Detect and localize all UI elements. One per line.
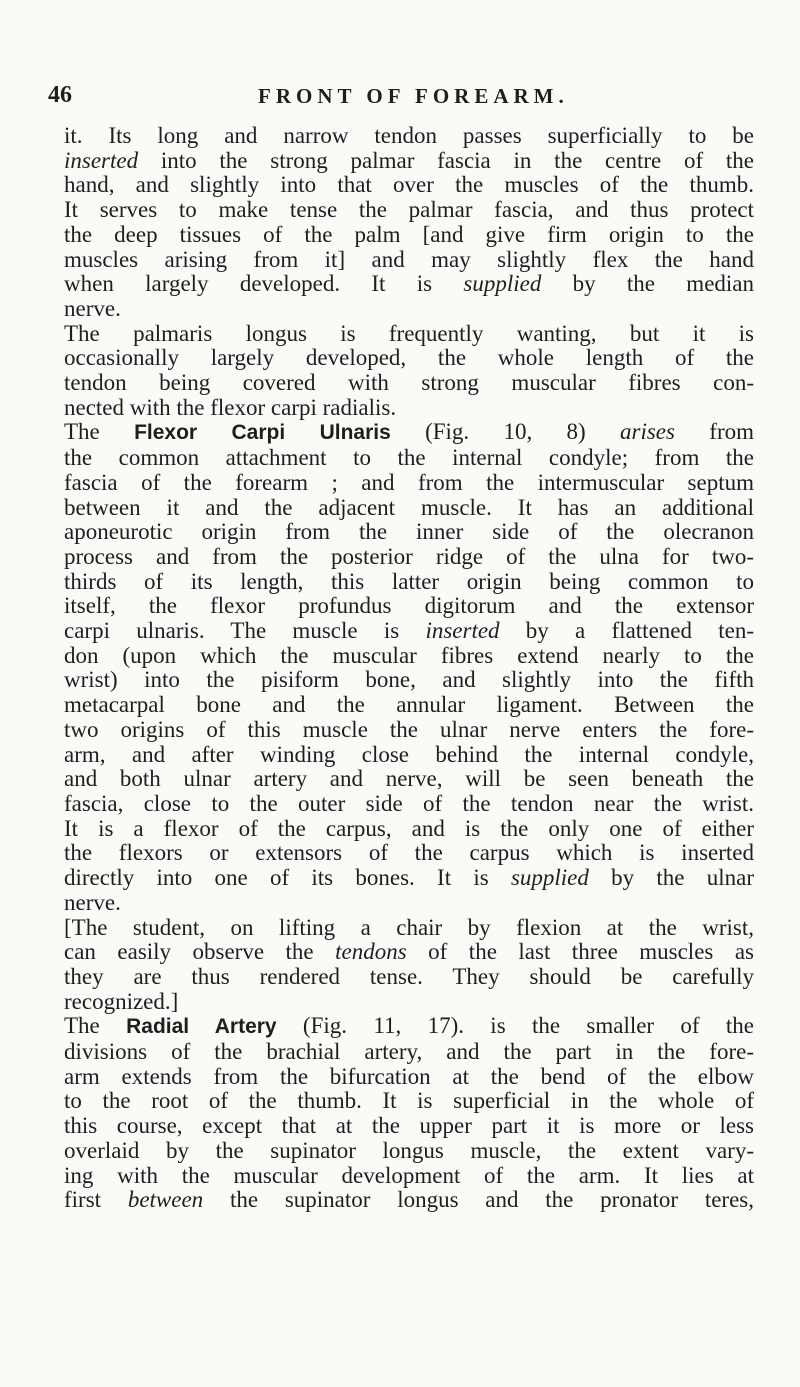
text-line: [64, 248, 754, 273]
italic-term: inserted: [64, 147, 139, 173]
text-line: [64, 718, 754, 743]
text-run: the flexors or extensors of the carpus which is inserted: [64, 840, 754, 866]
text-run: this course, except that at the upper part it is more or less: [64, 1113, 754, 1139]
text-run: nected with the flexor carpi radialis.: [64, 394, 397, 420]
text-line: [64, 792, 754, 817]
italic-term: supplied: [463, 271, 542, 297]
text-line: [64, 446, 754, 471]
text-run: the deep tissues of the palm [and give firm origin to the: [64, 221, 754, 247]
text-run: muscles arising from it] and may slightly flex the hand: [64, 246, 754, 272]
text-run: wrist) into the pisiform bone, and slightly into the fifth: [64, 667, 754, 693]
text-line: [64, 990, 754, 1015]
text-run: and both ulnar artery and nerve, will be seen beneath the: [64, 766, 754, 792]
text-run: first: [64, 1187, 128, 1213]
text-run: The palmaris longus is frequently wanting, but it is: [64, 320, 754, 346]
text-line: [64, 223, 754, 248]
text-run: recognized.]: [64, 988, 179, 1014]
italic-term: between: [127, 1187, 204, 1213]
text-run: It is a flexor of the carpus, and is the only one of either: [64, 815, 754, 841]
text-run: aponeurotic origin from the inner side of the olecranon: [64, 519, 754, 545]
text-run: two origins of this muscle the ulnar nerve enters the fore-: [64, 716, 754, 742]
text-line: [64, 1089, 754, 1114]
text-run: when largely developed. It is: [64, 271, 464, 297]
text-line: [64, 767, 754, 792]
text-run: overlaid by the supinator longus muscle, the extent vary-: [64, 1137, 754, 1163]
text-run: into the strong palmar fascia in the centre of the: [138, 147, 754, 173]
text-run: The: [64, 419, 135, 445]
text-run: (Fig. 11, 17). is the smaller of the: [276, 1013, 755, 1039]
text-run: don (upon which the muscular fibres extend nearly to the: [64, 642, 754, 668]
text-run: (Fig. 10, 8): [390, 419, 621, 445]
text-run: ing with the muscular development of the arm. It lies at: [64, 1162, 754, 1188]
text-line: [64, 322, 754, 347]
text-line: [64, 198, 754, 223]
text-line: [64, 743, 754, 768]
text-line: [64, 1040, 754, 1065]
text-run: they are thus rendered tense. They should be carefully: [64, 963, 754, 989]
text-line: [64, 1014, 754, 1040]
text-run: [The student, on lifting a chair by flexion at the wrist,: [64, 914, 754, 940]
text-run: between it and the adjacent muscle. It has an additional: [64, 494, 754, 520]
text-line: [64, 940, 754, 965]
section-heading-term: Radial Artery: [126, 1015, 277, 1039]
text-run: fascia, close to the outer side of the tendon near the wrist.: [64, 790, 754, 816]
text-run: directly into one of its bones. It is: [64, 865, 511, 891]
text-line: [64, 570, 754, 595]
text-run: it. Its long and narrow tendon passes superficially to be: [64, 123, 754, 148]
text-run: occasionally largely developed, the whole length of the: [64, 345, 754, 371]
text-run: the supinator longus and the pronator teres,: [203, 1187, 754, 1213]
text-line: [64, 916, 754, 941]
text-line: [64, 817, 754, 842]
body-text: [64, 124, 754, 1213]
text-run: fascia of the forearm ; and from the intermuscular septum: [64, 469, 754, 495]
text-line: [64, 1114, 754, 1139]
text-run: by the median: [541, 271, 754, 297]
text-run: tendon being covered with strong muscular fibres con-: [64, 370, 754, 396]
text-line: [64, 346, 754, 371]
text-line: [64, 866, 754, 891]
text-line: [64, 841, 754, 866]
text-line: [64, 644, 754, 669]
text-run: process and from the posterior ridge of the ulna for two-: [64, 543, 754, 569]
italic-term: arises: [620, 419, 675, 445]
text-run: by a flattened ten-: [499, 618, 754, 644]
text-line: [64, 149, 754, 174]
text-line: [64, 420, 754, 446]
text-line: [64, 272, 754, 297]
text-line: [64, 1139, 754, 1164]
text-run: carpi ulnaris. The muscle is: [64, 618, 426, 644]
text-line: [64, 594, 754, 619]
text-line: [64, 520, 754, 545]
text-run: hand, and slightly into that over the muscles of the thumb.: [64, 172, 754, 198]
text-line: [64, 173, 754, 198]
text-run: The: [64, 1013, 127, 1039]
text-run: nerve.: [64, 889, 121, 915]
text-run: by the ulnar: [588, 865, 754, 891]
text-run: metacarpal bone and the annular ligament. Between the: [64, 692, 754, 718]
text-run: nerve.: [64, 295, 121, 321]
text-run: arm, and after winding close behind the internal condyle,: [64, 741, 754, 767]
text-line: [64, 1164, 754, 1189]
text-line: [64, 693, 754, 718]
text-run: the common attachment to the internal condyle; from the: [64, 445, 754, 471]
text-run: divisions of the brachial artery, and the part in the fore-: [64, 1039, 754, 1065]
text-line: [64, 619, 754, 644]
text-line: [64, 891, 754, 916]
text-run: itself, the flexor profundus digitorum and the extensor: [64, 593, 754, 619]
text-line: [64, 668, 754, 693]
text-run: to the root of the thumb. It is superficial in the whole of: [64, 1088, 754, 1114]
text-run: can easily observe the: [64, 939, 336, 965]
text-line: [64, 297, 754, 322]
section-heading-term: Flexor Carpi Ulnaris: [134, 421, 391, 445]
text-line: [64, 396, 754, 421]
italic-term: supplied: [510, 865, 589, 891]
text-run: of the last three muscles as: [406, 939, 754, 965]
text-run: arm extends from the bifurcation at the bend of the elbow: [64, 1063, 754, 1089]
text-run: It serves to make tense the palmar fascia, and thus protect: [64, 197, 754, 223]
running-head: FRONT OF FOREARM.: [258, 84, 569, 108]
italic-term: inserted: [425, 618, 500, 644]
text-line: [64, 1065, 754, 1090]
text-run: thirds of its length, this latter origin being common to: [64, 568, 754, 594]
text-run: from: [674, 419, 754, 445]
text-line: [64, 1188, 754, 1213]
italic-term: tendons: [335, 939, 407, 965]
text-line: [64, 545, 754, 570]
text-line: [64, 965, 754, 990]
text-line: [64, 124, 754, 149]
text-line: [64, 371, 754, 396]
text-line: [64, 471, 754, 496]
text-line: [64, 496, 754, 521]
page-number: 46: [48, 82, 72, 108]
page-header: [48, 82, 752, 110]
